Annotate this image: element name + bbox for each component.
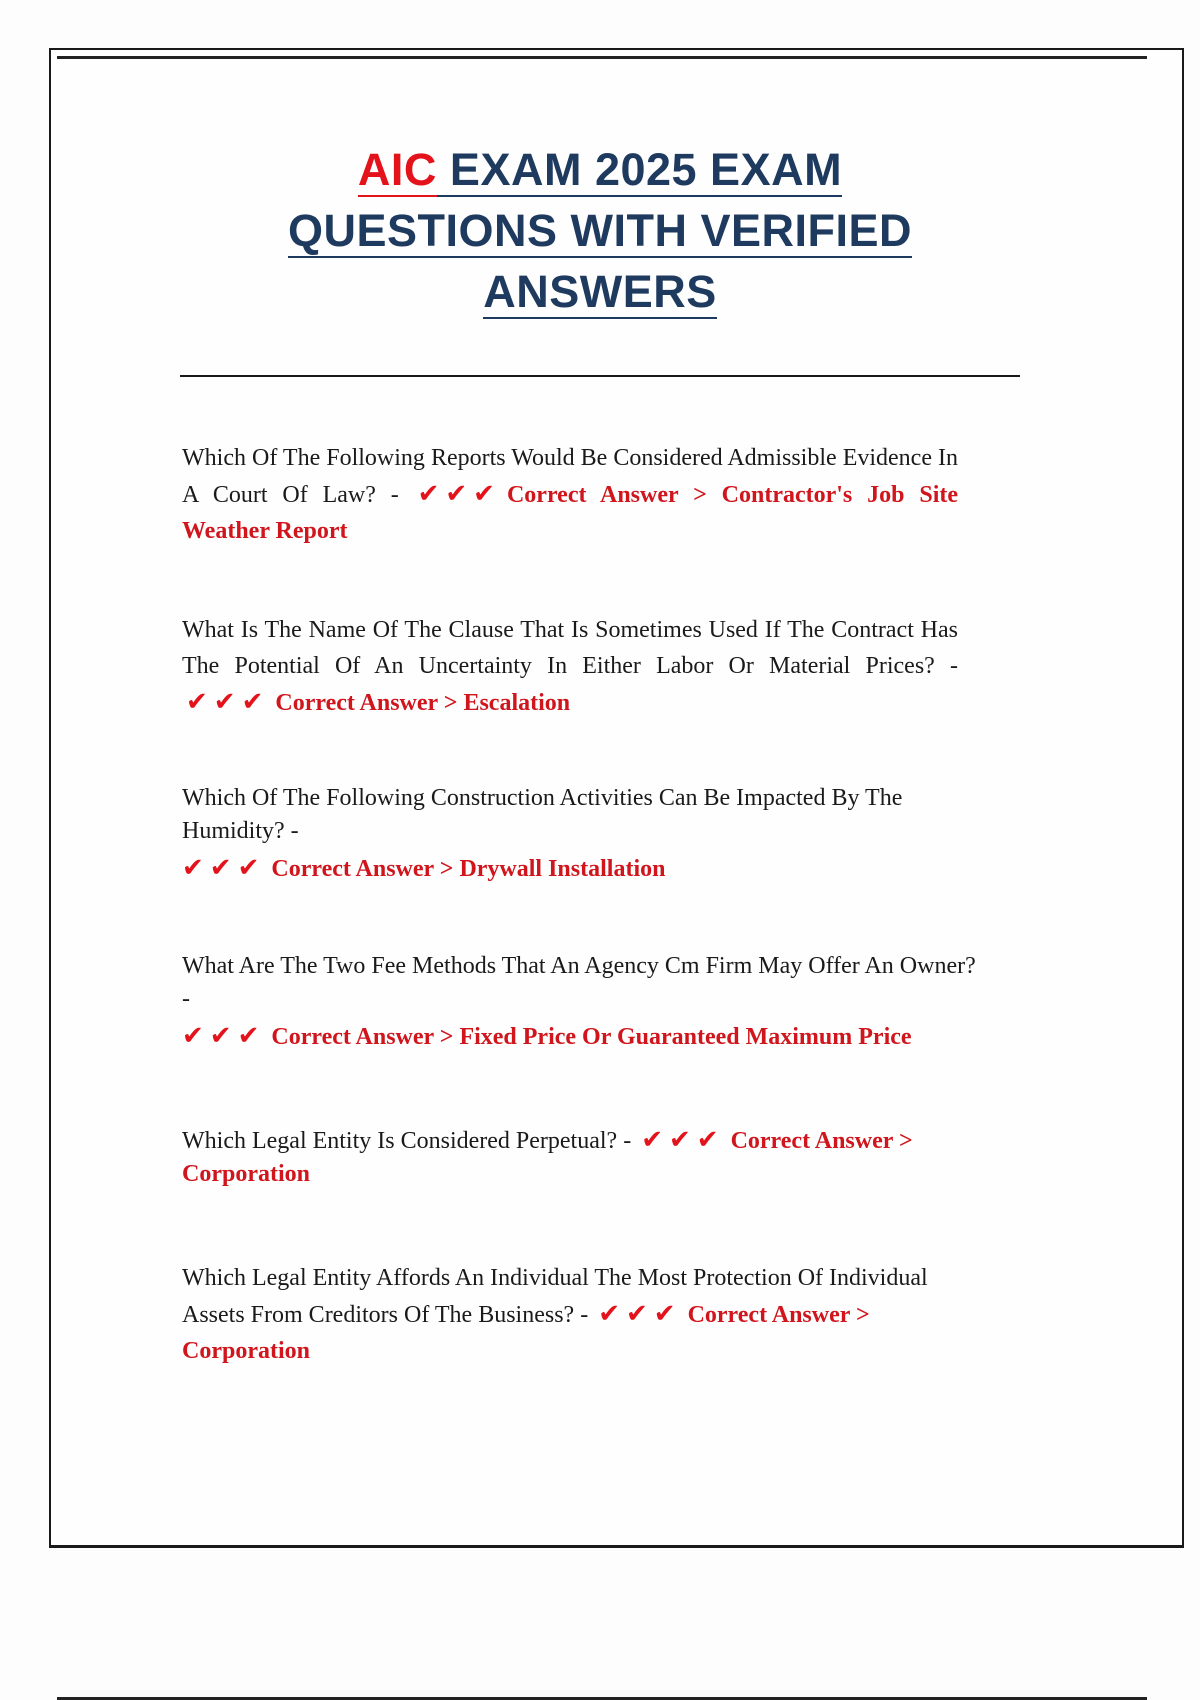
answer-text: Fixed Price Or Guaranteed Maximum Price (459, 1024, 912, 1050)
checkmark-icon: ✔✔✔ (182, 853, 266, 883)
answer-prefix: Correct Answer > (687, 1302, 870, 1328)
title-line-1 (358, 145, 842, 197)
question-text: What Is The Name Of The Clause That Is Sometimes Used If The Contract Has The Potential Of An Uncertainty In Either Labor Or Material Prices? (182, 617, 958, 679)
answer-text: Drywall Installation (459, 856, 666, 882)
answer-prefix: Correct Answer > (730, 1128, 913, 1154)
title-line-3: ANSWERS (483, 266, 717, 317)
answer-text: Corporation (182, 1338, 310, 1364)
qa-item (182, 440, 958, 549)
separator: - (934, 653, 958, 679)
title-line-1-rest: EXAM 2025 EXAM (436, 144, 843, 195)
answer-prefix: Correct Answer > (271, 856, 460, 882)
checkmark-icon: ✔✔✔ (182, 1021, 266, 1051)
question-text: Which Legal Entity Is Considered Perpetual? (182, 1128, 618, 1154)
qa-item (182, 1260, 982, 1369)
checkmark-icon: ✔✔✔ (186, 687, 270, 717)
answer-prefix: Correct Answer > (271, 1024, 460, 1050)
checkmark-icon: ✔✔✔ (598, 1299, 682, 1329)
question-text: Which Of The Following Reports Would Be Considered Admissible Evidence In A Court Of Law? (182, 445, 958, 508)
qa-item (182, 950, 1022, 1054)
separator: - (375, 482, 414, 508)
separator: - (284, 818, 299, 844)
title-divider (180, 375, 1020, 377)
question-text: What Are The Two Fee Methods That An Agency Cm Firm May Offer An Owner? (182, 953, 976, 979)
answer-text: Corporation (182, 1161, 310, 1187)
qa-item (182, 782, 1002, 886)
document-title (180, 142, 1020, 325)
answer-prefix: Correct Answer > (506, 482, 722, 508)
answer-text: Contractor's Job Site Weather Report (182, 482, 959, 544)
qa-item (182, 612, 958, 721)
qa-item (182, 1124, 1022, 1191)
checkmark-icon: ✔✔✔ (417, 479, 501, 509)
question-text: Which Of The Following Construction Activities Can Be Impacted By The Humidity? (182, 785, 903, 844)
separator: - (182, 986, 190, 1012)
answer-text: Escalation (463, 690, 571, 716)
separator: - (574, 1302, 595, 1328)
header-rule (57, 56, 1147, 59)
checkmark-icon: ✔✔✔ (641, 1125, 725, 1155)
title-accent-aic: AIC (357, 144, 437, 195)
separator: - (617, 1128, 638, 1154)
answer-prefix: Correct Answer > (275, 690, 464, 716)
title-line-2: QUESTIONS WITH VERIFIED (287, 205, 913, 256)
question-text: Which Legal Entity Affords An Individual The Most Protection Of Individual Assets From Creditors Of The Business? (182, 1265, 928, 1328)
